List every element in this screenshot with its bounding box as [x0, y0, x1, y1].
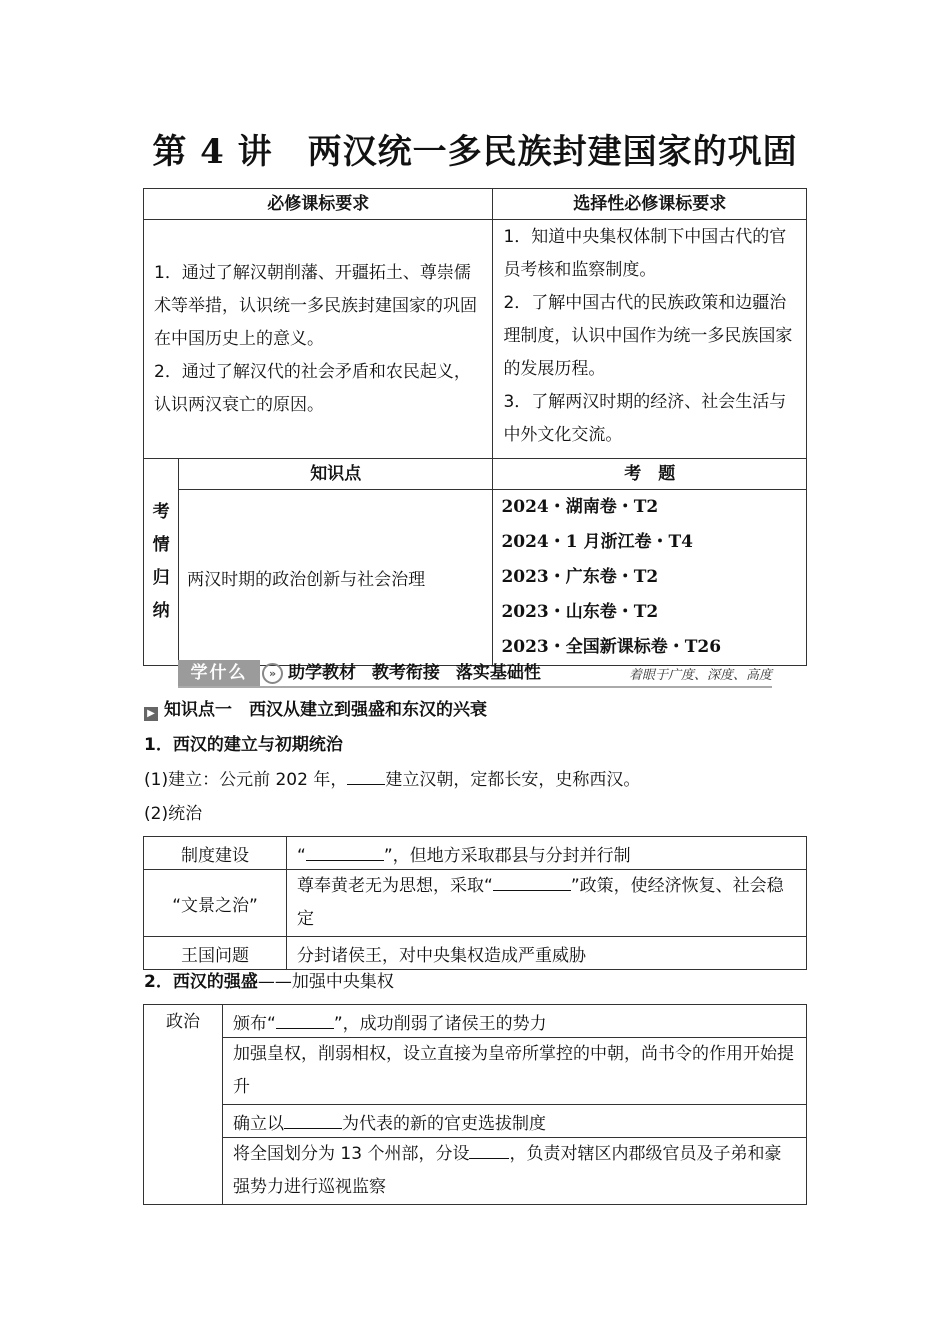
- row-text: ”，但地方采取郡县与分封并行制: [383, 845, 631, 866]
- subheading-2-rest: ——加强中央集权: [257, 972, 394, 992]
- exam-item: 2024・1 月浙江卷・T4: [501, 532, 693, 552]
- kaoqing-label: 考情归纳: [152, 502, 170, 621]
- section-heading-row: [144, 698, 487, 722]
- row-text: ”，成功削弱了诸侯王的势力: [333, 1013, 547, 1034]
- row-label: 王国问题: [144, 937, 287, 970]
- row-text: 尊奉黄老无为思想，采取“: [297, 876, 493, 896]
- kp-header: 知识点: [179, 459, 493, 490]
- exam-item: 2023・全国新课标卷・T26: [501, 637, 722, 657]
- col2-header: 选择性必修课标要求: [493, 189, 807, 220]
- exam-item: 2024・湖南卷・T2: [501, 497, 659, 517]
- col2-item: 2．了解中国古代的民族政策和边疆治理制度，认识中国作为统一多民族国家的发展历程。: [503, 293, 793, 379]
- row-text: 将全国划分为 13 个州部，分设: [233, 1144, 470, 1164]
- col1-body: [144, 220, 493, 459]
- col1-item: 1．通过了解汉朝削藩、开疆拓土、尊崇儒术等举措，认识统一多民族封建国家的巩固在中国历史上的意义。: [154, 262, 477, 349]
- politics-row: [223, 1038, 807, 1105]
- banner-text: 助学教材 教考衔接 落实基础性: [288, 663, 541, 683]
- paragraph-1: [144, 768, 640, 792]
- row-text: 加强皇权，削弱相权，设立直接为皇帝所掌控的中朝，尚书令的作用开始提升: [233, 1044, 794, 1097]
- row-text: 确立以: [233, 1113, 284, 1134]
- row-text: 为代表的新的官吏选拔制度: [342, 1113, 546, 1134]
- row-text: ”政策，使经济恢复、社会稳定: [297, 876, 784, 929]
- col1-header: 必修课标要求: [144, 189, 493, 220]
- row-content: [287, 870, 807, 937]
- exam-item: 2023・广东卷・T2: [501, 567, 659, 587]
- banner-divider: [178, 686, 772, 688]
- exam-list: [493, 490, 807, 666]
- col1-item: 2．通过了解汉代的社会矛盾和农民起义，认识两汉衰亡的原因。: [154, 361, 471, 415]
- col2-item: 1．知道中央集权体制下中国古代的官员考核和监察制度。: [503, 227, 787, 280]
- p1-pre: (1)建立：公元前 202 年，: [144, 770, 348, 790]
- row-text: 颁布“: [233, 1013, 276, 1034]
- row-text: “: [297, 845, 306, 866]
- fill-blank[interactable]: [469, 1144, 509, 1159]
- row-label: “文景之治”: [144, 870, 287, 937]
- row-text: 分封诸侯王，对中央集权造成严重威胁: [297, 945, 586, 966]
- kp-value: 两汉时期的政治创新与社会治理: [187, 570, 426, 590]
- rule-table: [143, 836, 807, 970]
- requirements-table: [143, 188, 807, 666]
- paragraph-2: (2)统治: [144, 804, 203, 824]
- p1-post: 建立汉朝，定都长安，史称西汉。: [385, 770, 641, 790]
- fill-blank[interactable]: [284, 1114, 342, 1129]
- row-label: 制度建设: [144, 837, 287, 870]
- subheading-1: 1．西汉的建立与初期统治: [144, 735, 343, 755]
- subheading-2-bold: 2．西汉的强盛: [144, 972, 258, 992]
- col2-body: [493, 220, 807, 459]
- chevron-right-icon: »: [262, 663, 283, 684]
- study-banner: [178, 660, 772, 688]
- fill-blank[interactable]: [306, 846, 384, 861]
- fill-blank[interactable]: [347, 770, 385, 785]
- row-content: [287, 837, 807, 870]
- fill-blank[interactable]: [493, 876, 571, 891]
- col2-item: 3．了解两汉时期的经济、社会生活与中外文化交流。: [503, 392, 787, 445]
- section-heading: 知识点一 西汉从建立到强盛和东汉的兴衰: [164, 700, 487, 720]
- politics-row: [223, 1138, 807, 1205]
- politics-table: [143, 1004, 807, 1205]
- banner-tag: 学什么: [178, 660, 260, 686]
- kaoqing-cell: [144, 459, 179, 666]
- kp-value-cell: [179, 490, 493, 666]
- play-icon: ▶: [144, 707, 158, 721]
- exam-item: 2023・山东卷・T2: [501, 602, 659, 622]
- page-title: 第 4 讲 两汉统一多民族封建国家的巩固: [152, 132, 798, 172]
- banner-subtitle: 着眼于广度、深度、高度: [628, 668, 772, 683]
- politics-row: [223, 1005, 807, 1038]
- politics-row: [223, 1105, 807, 1138]
- row-text: ，负责对辖区内郡级官员及子弟和豪强势力进行巡视监察: [233, 1144, 782, 1197]
- politics-label: 政治: [144, 1005, 223, 1205]
- row-content: [287, 937, 807, 970]
- fill-blank[interactable]: [276, 1014, 334, 1029]
- subheading-2: [144, 970, 394, 994]
- exam-header: 考 题: [493, 459, 807, 490]
